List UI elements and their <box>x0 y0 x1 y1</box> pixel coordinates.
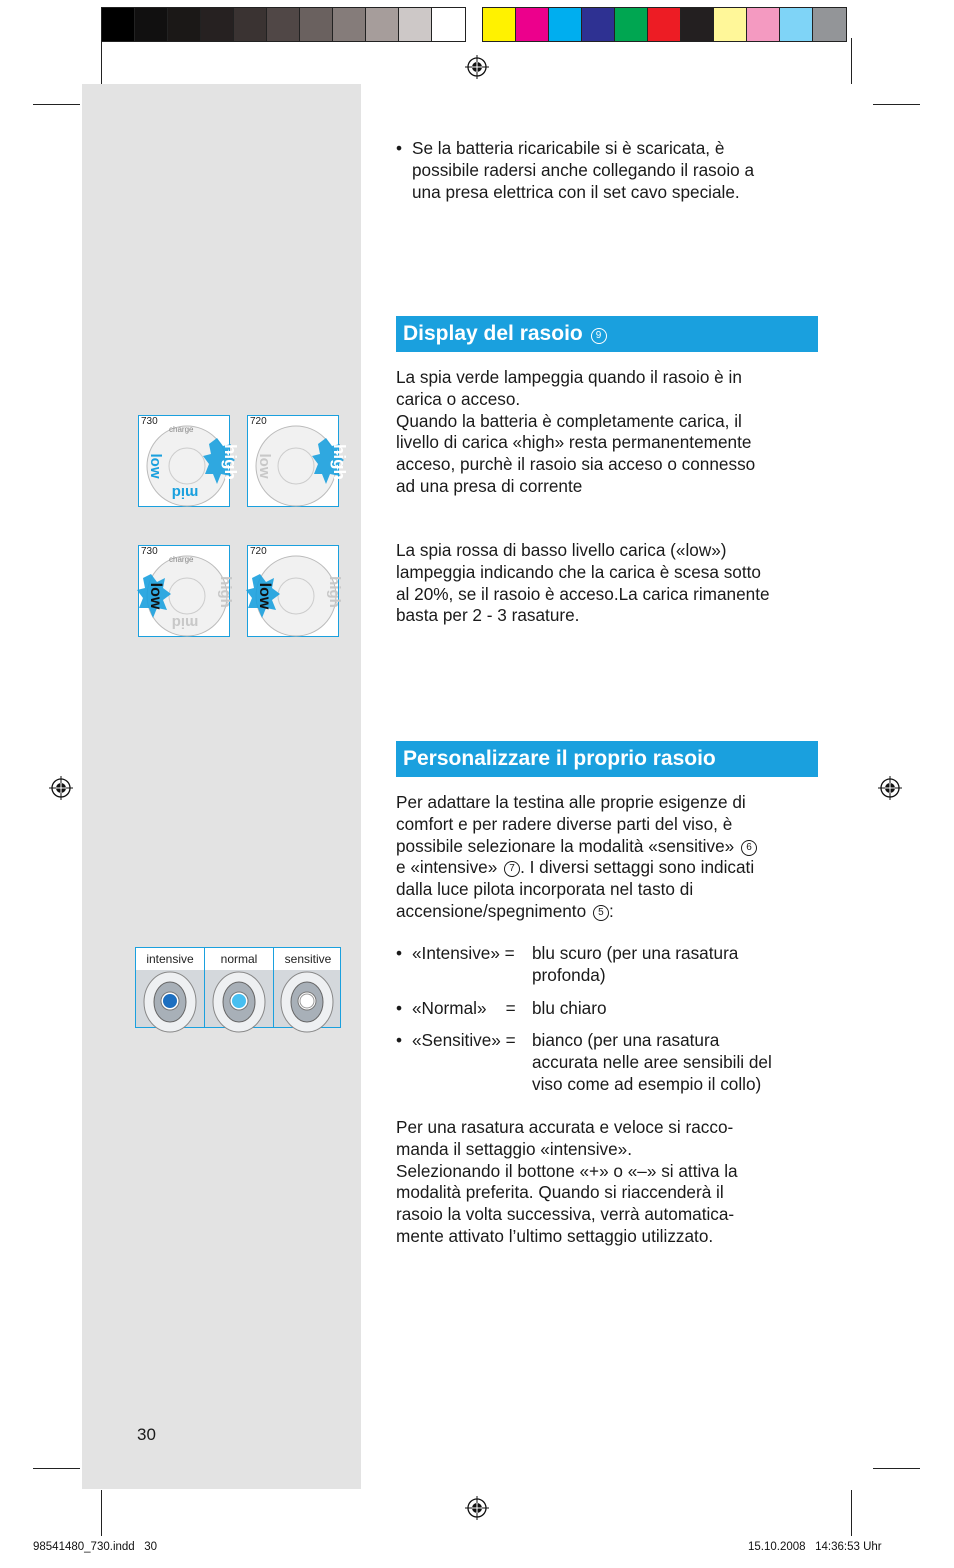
display-dial-730-low <box>138 545 234 637</box>
color-swatch <box>135 8 168 41</box>
crop-mark <box>101 1490 102 1536</box>
registration-mark-icon <box>464 1495 490 1521</box>
mode-light-normal <box>232 994 246 1008</box>
color-swatch <box>681 8 714 41</box>
footer-timestamp: 15.10.2008 14:36:53 Uhr <box>748 1541 882 1553</box>
color-swatch <box>483 8 516 41</box>
color-swatch <box>102 8 135 41</box>
color-swatch <box>168 8 201 41</box>
mode-intensive <box>136 948 204 1027</box>
mode-label-intensive: «Intensive» = <box>412 943 515 963</box>
display-dial-720-high <box>247 415 349 507</box>
color-swatch <box>234 8 267 41</box>
color-swatch <box>714 8 747 41</box>
model-number: 720 <box>250 546 267 557</box>
mode-desc-intensive: blu scuro (per una rasatura profonda) <box>532 943 739 985</box>
display-paragraph-1: La spia verde lampeggia quando il rasoio è in carica o acceso. Quando la batteria è completamente carica, il livello di carica «high» resta permanentemente acceso, purchè il rasoio sia acceso o connesso ad una presa di corrente <box>396 367 756 496</box>
intro-text: Se la batteria ricaricabile si è scaricata, è possibile radersi anche collegando il rasoio a una presa elettrica con il set cavo speciale. <box>412 138 755 202</box>
display-section-heading: Display del rasoio 9 <box>396 316 818 352</box>
low-label: low <box>256 582 273 610</box>
personal-section-heading: Personalizzare il proprio rasoio <box>396 741 818 777</box>
mode-desc-sensitive: bianco (per una rasatura accurata nelle aree sensibili del viso come ad esempio il collo) <box>532 1030 772 1094</box>
charge-label: charge <box>169 555 194 564</box>
color-swatch <box>780 8 813 41</box>
intro-bullet: • <box>396 138 403 158</box>
mode-illustration <box>135 947 341 1028</box>
display-dial-720-low <box>247 545 343 637</box>
mid-label: mid <box>171 484 199 501</box>
mode-desc-normal: blu chiaro <box>532 998 607 1018</box>
high-label: high <box>217 576 234 608</box>
mode-label: sensitive <box>284 952 332 966</box>
color-swatch <box>267 8 300 41</box>
model-number: 720 <box>250 416 267 427</box>
crop-mark <box>873 104 920 105</box>
page-number: 30 <box>137 1425 156 1444</box>
color-swatch <box>582 8 615 41</box>
color-swatch <box>333 8 366 41</box>
high-label: high <box>221 444 240 480</box>
display-dial-730-high <box>138 415 240 507</box>
charge-label: charge <box>169 425 194 434</box>
mode-light-sensitive <box>300 994 314 1008</box>
color-swatch <box>549 8 582 41</box>
mode-label-sensitive: «Sensitive» = <box>412 1030 516 1050</box>
low-label: low <box>147 453 164 479</box>
crop-mark <box>851 1490 852 1536</box>
display-paragraph-2: La spia rossa di basso livello carica («low») lampeggia indicando che la carica è scesa sotto al 20%, se il rasoio è acceso.La carica rimanente basta per 2 - 3 rasature. <box>396 540 770 626</box>
color-swatch <box>300 8 333 41</box>
personal-paragraph: Per adattare la testina alle proprie esigenze di comfort e per radere diverse parti del viso, è possibile selezionare la modalità «sensitive» 6 e «intensive» 7 . I diversi settaggi sono indicati dalla luce pilota incorporata nel tasto di accensione/spegnimento 5 : <box>396 792 826 923</box>
mode-label-normal: «Normal» = <box>412 998 516 1018</box>
mode-sensitive <box>274 948 342 1027</box>
process-color-bar <box>482 7 847 42</box>
color-swatch <box>813 8 846 41</box>
mode-light-intensive <box>163 994 177 1008</box>
color-swatch <box>516 8 549 41</box>
model-number: 730 <box>141 416 158 427</box>
color-swatch <box>747 8 780 41</box>
closing-paragraph: Per una rasatura accurata e veloce si racco- manda il settaggio «intensive». Selezionando il bottone «+» o «–» si attiva la modalità preferita. Quando si riaccenderà il rasoio la volta successiva, verrà automatica- mente attivato l’ultimo settaggio utilizzato. <box>396 1117 738 1246</box>
crop-mark <box>851 38 852 84</box>
color-swatch <box>201 8 234 41</box>
registration-mark-icon <box>464 54 490 80</box>
reference-number: 9 <box>591 328 607 344</box>
crop-mark <box>33 104 80 105</box>
low-label: low <box>147 582 164 610</box>
left-sidebar <box>82 84 361 1489</box>
gray-color-bar <box>101 7 466 42</box>
color-swatch <box>648 8 681 41</box>
mode-bullet: • <box>396 943 403 963</box>
mode-bullet: • <box>396 1030 403 1050</box>
footer-filename: 98541480_730.indd 30 <box>33 1541 158 1553</box>
crop-mark <box>33 1468 80 1469</box>
crop-mark <box>873 1468 920 1469</box>
reference-number: 5 <box>593 905 609 921</box>
color-swatch <box>432 8 465 41</box>
model-number: 730 <box>141 546 158 557</box>
reference-number: 7 <box>504 861 520 877</box>
mid-label: mid <box>171 614 199 631</box>
registration-mark-icon <box>48 775 74 801</box>
low-label: low <box>256 453 273 479</box>
mode-bullet: • <box>396 998 403 1018</box>
reference-number: 6 <box>741 840 757 856</box>
high-label: high <box>326 576 343 608</box>
color-swatch <box>615 8 648 41</box>
mode-normal <box>205 948 273 1027</box>
color-swatch <box>366 8 399 41</box>
registration-mark-icon <box>877 775 903 801</box>
high-label: high <box>330 444 349 480</box>
mode-label: intensive <box>146 952 194 966</box>
mode-label: normal <box>220 952 258 966</box>
color-swatch <box>399 8 432 41</box>
crop-mark <box>101 38 102 84</box>
